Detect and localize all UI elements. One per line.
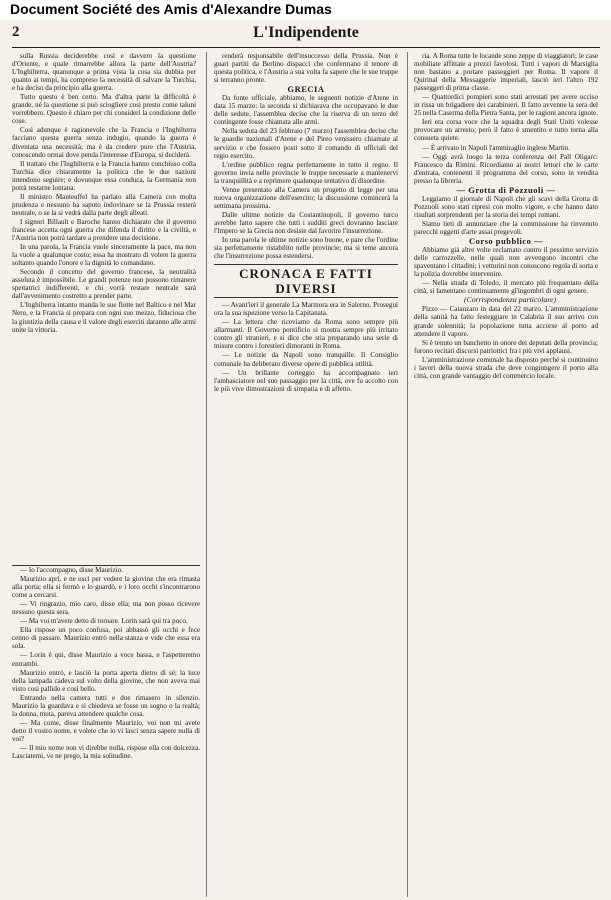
article-paragraph: — È arrivato in Napoli l'ammiraglio inglese Martin. (422, 143, 570, 152)
feuilleton-paragraph: — Ma voi m'avete detto di tornare. Lorin sarà qui tra poco. (20, 617, 188, 626)
cronaca-paragraph: — La lettera che riceviamo da Roma sono sempre più allarmanti. Il Governo pontificio si mostra sempre più irritato contro gli stranieri, e si dice che stia preparando una serie di misure contro i forestieri dimoranti in Roma. (214, 318, 398, 351)
section-heading-grecia: GRECIA (287, 84, 325, 95)
article-paragraph: — Quattordici pompieri sono stati arrestati per avere ucciso in rissa un brigadiere dei carabinieri. Il fatto avvenne la sera del 25 nella Caserma della Pietra Santa, per le ragioni ancora ignote. (414, 93, 598, 118)
feuilleton-paragraph: Ella rispose un poco confusa, poi abbassò gli occhi e fece cenno di passare. Maurizio entrò nella stanza e vide che essa era sola. (12, 626, 200, 651)
article-paragraph: Siamo lieti di annunziare che la commissione ha rinvenuto parecchi oggetti d'arte assai pregevoli. (414, 219, 598, 236)
feuilleton-paragraph: Maurizio aprì, e ne uscì per vedere la giovine che era rimasta alla porta; ella si fermò e lo guardò, e i loro occhi s'incontrarono come a cercarsi. (12, 575, 200, 600)
article-paragraph: L'amministrazione comunale ha disposto perché si continuino i lavori della nuova strada che deve congiungere il porto alla città, con grande vantaggio del commercio locale. (414, 355, 598, 380)
article-paragraph: Ieri era corsa voce che la squadra degli Stati Uniti volesse provocare un arresto; però il fatto è smentito e tutto torna alla consueta quiete. (414, 118, 598, 143)
article-paragraph: sulla Russia deciderebbe così e davvero la questione d'Oriente, e quale rimarrebbe allora la parte dell'Austria? L'Inghilterra, quanunque a prima vista la cosa sia dubbia per quanto ai tempi, ha compreso la necessità di salvare la Turchia, e ha deciso da principio alla guerra. (12, 52, 196, 93)
feuilleton (12, 565, 200, 896)
article-paragraph: — Nella strada di Toledo, il mercato più frequentato della città, si lamentano continuamente gl'ingombri di ogni genere. (414, 279, 598, 296)
article-paragraph: Il trattato che l'Inghilterra e la Francia hanno conchiuso colla Turchia dice chiaramente la politica che le due nazioni intendono seguire; e dovunque essa conduca, la Germania non potrà restarne lontana. (12, 159, 196, 192)
page-number: 2 (12, 24, 20, 40)
section-heading-corso: Corso pubblico — (468, 236, 544, 247)
article-paragraph: L'ordine pubblico regna perfettamente in tutto il regno. Il governo invia nelle provincie le truppe necessarie a mantenervi la tranquillità e a reprimere qualunque tentativo di disordine. (214, 160, 398, 185)
cronaca-paragraph: — Avant'ieri il generale La Marmora era in Salerno. Proseguì ora la sua ispezione verso la Capitanata. (214, 301, 398, 318)
article-paragraph: L'Inghilterra intanto manda le sue flotte nel Baltico e nel Mar Nero, e la Francia si prepara con ogni suo mezzo, fiduciosa che la giustizia della causa e il valore degli eserciti daranno alle armi unite la vittoria. (12, 301, 196, 334)
section-heading-grotta: — Grotta di Pozzuoli — (456, 184, 556, 195)
column-divider (407, 52, 408, 897)
feuilleton-paragraph: — Vi ringrazio, mio caro, disse ella; ma non posso ricevere nessuno questa sera. (12, 600, 200, 617)
article-paragraph: Dalle ultime notizie da Costantinopoli, il governo turco avrebbe fatto sapere che tutti i sudditi greci dovranno lasciare l'Impero se la Grecia non desiste dal favorire l'insurrezione. (214, 210, 398, 235)
article-paragraph: Pizzo — Catanzaro in data del 22 marzo. L'amministrazione della sanità ha fatto festeggiare in Calabria il suo arrivo con grande solennità; la popolazione tutta accorse al porto ad attendere il vapore. (414, 305, 598, 338)
article-paragraph: I signori Billault e Baroche hanno dichiarato che il governo francese accetta ogni guerra che difenda il diritto e la civiltà, e l'Austria non potrà tardare a prendere una decisione. (12, 217, 196, 243)
article-paragraph: In una parola, la Francia vuole sinceramente la pace, ma non la vuole a qualunque costo; essa ha mostrato di volere la guerra soltanto quando l'onore e la dignità lo comandano. (12, 243, 196, 268)
feuilleton-paragraph: Entrando nella camera tutti e due rimasero in silenzio. Maurizio la guardava e si chiedeva se fosse un sogno o la realtà; la donna, muta, pareva attendere qualche cosa. (12, 693, 200, 718)
column-right (414, 52, 598, 897)
feuilleton-paragraph: — Ma come, disse finalmente Maurizio, voi non mi avete detto il vostro nome, e volete che io vi lasci senza sapere nulla di voi? (12, 718, 200, 743)
cronaca-paragraph: — Un brillante corteggio ha accompagnato ieri l'ambasciatore nel suo passaggio per la città, ove fu accolto con le più vive dimostrazioni di simpatia e di affetto. (214, 368, 398, 393)
article-paragraph: Il ministro Manteuffel ha parlato alla Camera con molta prudenza e nessuno ha saputo indovinare se la Prussia resterà neutrale, o se la si vedrà dalla parte degli alleati. (12, 192, 196, 217)
cronaca-paragraph: — Le notizie da Napoli sono tranquille. Il Consiglio comunale ha deliberato diverse opere di pubblica utilità. (214, 351, 398, 368)
article-paragraph: Tutto questo è ben certo. Ma d'altra parte la difficoltà è grande, né la questione si può sciogliere cosi presto come taluni vorrebbero. Questo è chiaro per chi consideri la condizione delle cose. (12, 93, 196, 126)
banner-text: Document Société des Amis d'Alexandre Dumas (10, 1, 332, 17)
section-heading-cronaca: CRONACA E FATTI DIVERSI (214, 264, 398, 298)
article-paragraph: — Oggi avrà luogo la terza conferenza del Pall Oligarc: Francesco da Rimini. Ricordiamo ai nostri lettori che le carte d'entrata, contenenti il programma del corso, sono in vendita presso la libreria. (414, 152, 598, 185)
feuilleton-paragraph: — Lorin è qui, disse Maurizio a voce bassa, e l'aspetteremo entrambi. (12, 651, 200, 668)
column-divider (206, 52, 207, 897)
article-paragraph: ria. A Roma tutte le locande sono zeppe di viaggiatori; le case mobiliate affittate a prezzi favolosi. Tutti i vapori di Marsiglia non bastano a portare passeggieri per Roma. Il vapore il Quirinal della Messaggerie imperiali, lasciò ieri l'altro 192 passeggeri di prima classe. (414, 52, 598, 93)
document-banner (0, 0, 611, 20)
article-paragraph: Si è tenuto un banchetto in onore dei deputati della provincia; furono recitati discorsi patriottici fra i più vivi applausi. (414, 338, 598, 355)
article-paragraph: Venne presentato alla Camera un progetto di legge per una nuova organizzazione dell'esercito; la discussione comincerà la settimana prossima. (214, 185, 398, 210)
newspaper-title: L'Indipendente (253, 24, 359, 41)
article-paragraph: Da fonte ufficiale, abbiamo, le seguenti notizie d'Atene in data 15 marzo: la seconda si dichiarava che occupavano le due delle sedute, l'assemblea decise che la riserva di un terzo del contingente fosse chiamata alle armi. (214, 94, 398, 127)
article-paragraph: renderà responsabile dell'insuccesso della Prussia. Non è guari partiti da Berlino dispacci che confermano il tenore di questa politica, e l'Austria a sua volta fa sapere che le sue truppe si terranno pronte. (214, 52, 398, 85)
article-paragraph: Nella seduta del 23 febbraio (7 marzo) l'assemblea decise che le guardie nazionali d'Atene e del Pireo venissero chiamate al servizio e che fossero posti sotto il comando di ufficiali del regio esercito. (214, 127, 398, 160)
header-rule (12, 47, 600, 48)
feuilleton-paragraph: Maurizio entrò, e lasciò la porta aperta dietro di sé; la luce della lampada cadeva sul volto della giovine, che non aveva mai visto così pallido e così bello. (12, 668, 200, 693)
article-paragraph: Secondo il concetto del governo francese, la neutralità assoluta è impossibile. Le grandi potenze non possono rimanere spettatrici indifferenti, e chi vorrà restare neutrale sarà dall'avvenimento costretto a prender parte. (12, 268, 196, 301)
feuilleton-paragraph: — Il mio nome non vi direbbe nulla, rispose ella con dolcezza. Lasciatemi, ve ne prego, la mia solitudine. (12, 743, 200, 761)
section-heading-corrispondenza: (Corrispondenza particolare) (463, 295, 557, 305)
feuilleton-paragraph: — Io l'accompagno, disse Maurizio. (20, 566, 123, 574)
column-middle (214, 52, 398, 897)
page-header (12, 24, 600, 46)
article-paragraph: Così adunque è ragionevole che la Francia e l'Inghilterra facciano questa guerra senza indugio, quando la guerra è diventata una necessità; ma è da credere pure che l'Austria, conoscendo ormai dove penda l'interesse d'Europa, si deciderà. (12, 126, 196, 159)
newspaper-page (0, 20, 611, 900)
article-paragraph: In una parola le ultime notizie sono buone, e pare che l'ordine sia perfettamente ristabilito nelle provincie; ma si teme ancora che l'insurrezione possa estendersi. (214, 236, 398, 261)
article-paragraph: Abbiamo già altre volte reclamato contro il pessimo servizio delle carrozzelle, nelle quali non avvengono incontri che spaventano i cittadini; i vetturini non conoscono regola di sorta e la polizia dovrebbe intervenire. (414, 246, 598, 279)
column-left (12, 52, 196, 562)
article-paragraph: Leggiamo il giornale di Napoli che gli scavi della Grotta di Pozzuoli sono stati ripresi con molto vigore, e che hanno dato risultati sorprendenti per la storia dei tempi romani. (414, 194, 598, 219)
